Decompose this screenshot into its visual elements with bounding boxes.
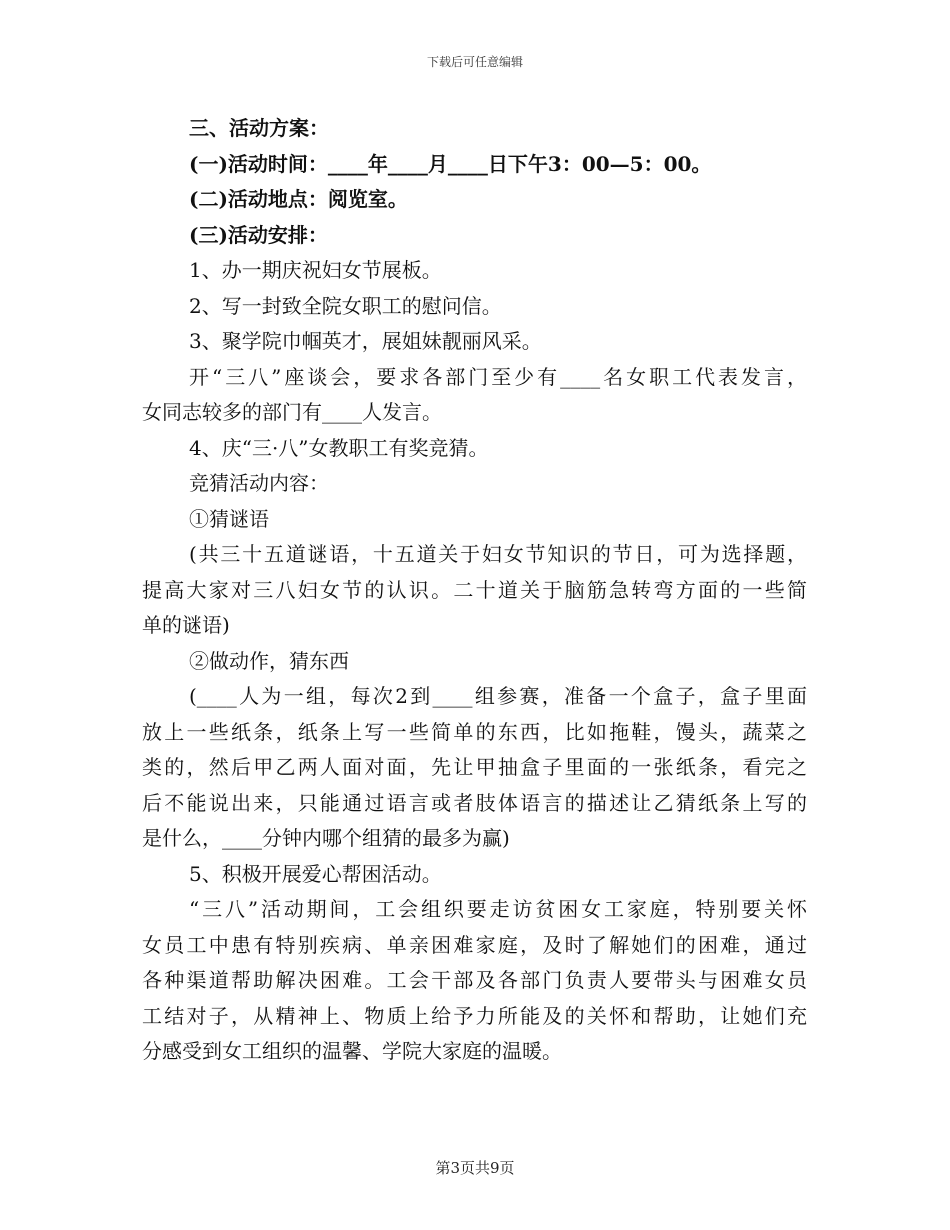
text-line: (一)活动时间：____年____月____日下午3：00—5：00。 [189, 151, 712, 176]
text-line: 开“三八”座谈会，要求各部门至少有____名女职工代表发言， [189, 364, 807, 389]
document-body [142, 111, 807, 1070]
text-line: 3、聚学院巾帼英才，展姐妹靓丽风采。 [189, 329, 542, 353]
text-line: (二)活动地点：阅览室。 [189, 187, 408, 211]
text-line: 1、办一期庆祝妇女节展板。 [189, 258, 442, 282]
text-line: 单的谜语) [142, 613, 230, 637]
text-line: (____人为一组，每次2到____组参赛，准备一个盒子，盒子里面 [189, 684, 807, 708]
text-line: 类的，然后甲乙两人面对面，先让甲抽盒子里面的一张纸条，看完之 [142, 755, 807, 779]
page-number: 第3页共9页 [435, 1159, 515, 1177]
text-line: 女员工中患有特别疾病、单亲困难家庭，及时了解她们的困难，通过 [142, 932, 807, 957]
text-line: 是什么，____分钟内哪个组猜的最多为赢) [142, 826, 510, 850]
text-line: 放上一些纸条，纸条上写一些简单的东西，比如拖鞋，馒头，蔬菜之 [142, 719, 807, 744]
text-line: 后不能说出来，只能通过语言或者肢体语言的描述让乙猜纸条上写的 [142, 790, 807, 815]
text-line: 分感受到女工组织的温馨、学院大家庭的温暖。 [142, 1039, 562, 1063]
text-line: 三、活动方案： [189, 116, 329, 140]
text-line: 2、写一封致全院女职工的慰问信。 [189, 293, 502, 318]
text-line: 竞猜活动内容： [189, 471, 329, 495]
text-line: ②做动作，猜东西 [189, 648, 349, 673]
text-line: 5、积极开展爱心帮困活动。 [189, 861, 442, 886]
text-line: 女同志较多的部门有____人发言。 [142, 400, 442, 424]
text-line: “三八”活动期间，工会组织要走访贫困女工家庭，特别要关怀 [189, 897, 807, 921]
text-line: 各种渠道帮助解决困难。工会干部及各部门负责人要带头与困难女员 [142, 968, 807, 992]
text-line: 工结对子，从精神上、物质上给予力所能及的关怀和帮助，让她们充 [142, 1003, 807, 1028]
text-line: (三)活动安排： [189, 222, 328, 247]
text-line: (共三十五道谜语，十五道关于妇女节知识的节日，可为选择题， [189, 542, 807, 566]
text-line: 4、庆“三·八”女教职工有奖竞猜。 [189, 435, 489, 460]
text-line: 提高大家对三八妇女节的认识。二十道关于脑筋急转弯方面的一些简 [142, 577, 807, 602]
text-line: ①猜谜语 [189, 506, 269, 531]
page-header-note: 下载后可任意编辑 [426, 55, 523, 69]
